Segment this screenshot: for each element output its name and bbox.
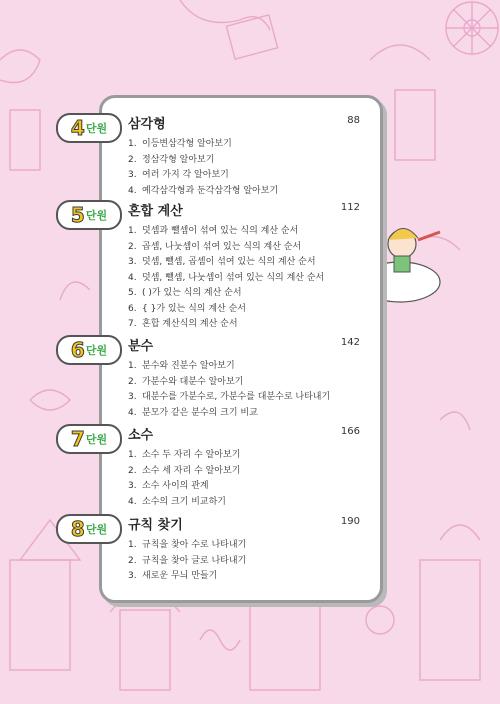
chapter-number: 8 bbox=[70, 517, 85, 541]
chapter-unit-label: 단원 bbox=[85, 209, 108, 222]
lesson-item[interactable]: 3. 소수 사이의 관계 bbox=[128, 481, 209, 491]
chapter-badge bbox=[56, 335, 122, 365]
chapter-number: 5 bbox=[70, 203, 85, 227]
lesson-list bbox=[128, 448, 240, 510]
chapter-badge bbox=[56, 113, 122, 143]
lesson-item[interactable]: 3. 새로운 무늬 만들기 bbox=[128, 571, 218, 581]
lesson-item[interactable]: 2. 정삼각형 알아보기 bbox=[128, 154, 215, 165]
lesson-item[interactable]: 6. { }가 있는 식의 계산 순서 bbox=[128, 303, 247, 314]
page-number: 112 bbox=[340, 202, 360, 213]
page-number: 88 bbox=[347, 115, 360, 126]
lesson-item[interactable]: 4. 예각삼각형과 둔각삼각형 알아보기 bbox=[128, 185, 279, 196]
lesson-item[interactable]: 4. 소수의 크기 비교하기 bbox=[128, 496, 226, 507]
lesson-item[interactable]: 1. 분수와 진분수 알아보기 bbox=[128, 361, 235, 371]
lesson-item[interactable]: 2. 가분수와 대분수 알아보기 bbox=[128, 376, 244, 387]
lesson-item[interactable]: 7. 혼합 계산식의 계산 순서 bbox=[128, 319, 238, 329]
lesson-item[interactable]: 4. 분모가 같은 분수의 크기 비교 bbox=[128, 407, 258, 418]
lesson-item[interactable]: 1. 덧셈과 뺄셈이 섞여 있는 식의 계산 순서 bbox=[128, 226, 299, 236]
page-number: 142 bbox=[340, 337, 360, 348]
lesson-item[interactable]: 4. 덧셈, 뺄셈, 나눗셈이 섞여 있는 식의 계산 순서 bbox=[128, 272, 325, 283]
chapter-number: 7 bbox=[70, 427, 85, 451]
lesson-item[interactable]: 3. 대분수를 가분수로, 가분수를 대분수로 나타내기 bbox=[128, 392, 331, 402]
lesson-item[interactable]: 1. 규칙을 찾아 수로 나타내기 bbox=[128, 540, 247, 550]
lesson-item[interactable]: 2. 규칙을 찾아 글로 나타내기 bbox=[128, 555, 247, 566]
chapter-unit-label: 단원 bbox=[85, 344, 108, 357]
lesson-list bbox=[128, 224, 324, 333]
chapter-title[interactable]: 삼각형 bbox=[128, 117, 166, 132]
page-number: 190 bbox=[340, 516, 360, 527]
chapter-badge bbox=[56, 514, 122, 544]
lesson-list bbox=[128, 359, 330, 421]
page-number: 166 bbox=[340, 426, 360, 437]
chapter-unit-label: 단원 bbox=[85, 122, 108, 135]
lesson-item[interactable]: 3. 여러 가지 각 알아보기 bbox=[128, 170, 229, 180]
chapter-unit-label: 단원 bbox=[85, 523, 108, 536]
lesson-item[interactable]: 2. 곱셈, 나눗셈이 섞여 있는 식의 계산 순서 bbox=[128, 241, 302, 252]
lesson-item[interactable]: 1. 이등변삼각형 알아보기 bbox=[128, 139, 232, 149]
lesson-item[interactable]: 2. 소수 세 자리 수 알아보기 bbox=[128, 465, 241, 476]
lesson-item[interactable]: 1. 소수 두 자리 수 알아보기 bbox=[128, 450, 241, 460]
chapter-title[interactable]: 소수 bbox=[128, 428, 154, 443]
chapter-badge bbox=[56, 424, 122, 454]
chapter-number: 6 bbox=[70, 338, 85, 362]
lesson-list bbox=[128, 538, 246, 585]
lesson-item[interactable]: 5. ( )가 있는 식의 계산 순서 bbox=[128, 288, 242, 298]
chapter-badge bbox=[56, 200, 122, 230]
lesson-item[interactable]: 3. 덧셈, 뺄셈, 곱셈이 섞여 있는 식의 계산 순서 bbox=[128, 257, 316, 267]
chapter-title[interactable]: 분수 bbox=[128, 339, 154, 354]
table-of-contents bbox=[70, 95, 383, 603]
chapter-title[interactable]: 혼합 계산 bbox=[128, 204, 183, 219]
lesson-list bbox=[128, 137, 278, 199]
chapter-title[interactable]: 규칙 찾기 bbox=[128, 518, 183, 533]
chapter-number: 4 bbox=[70, 116, 85, 140]
chapter-unit-label: 단원 bbox=[85, 433, 108, 446]
